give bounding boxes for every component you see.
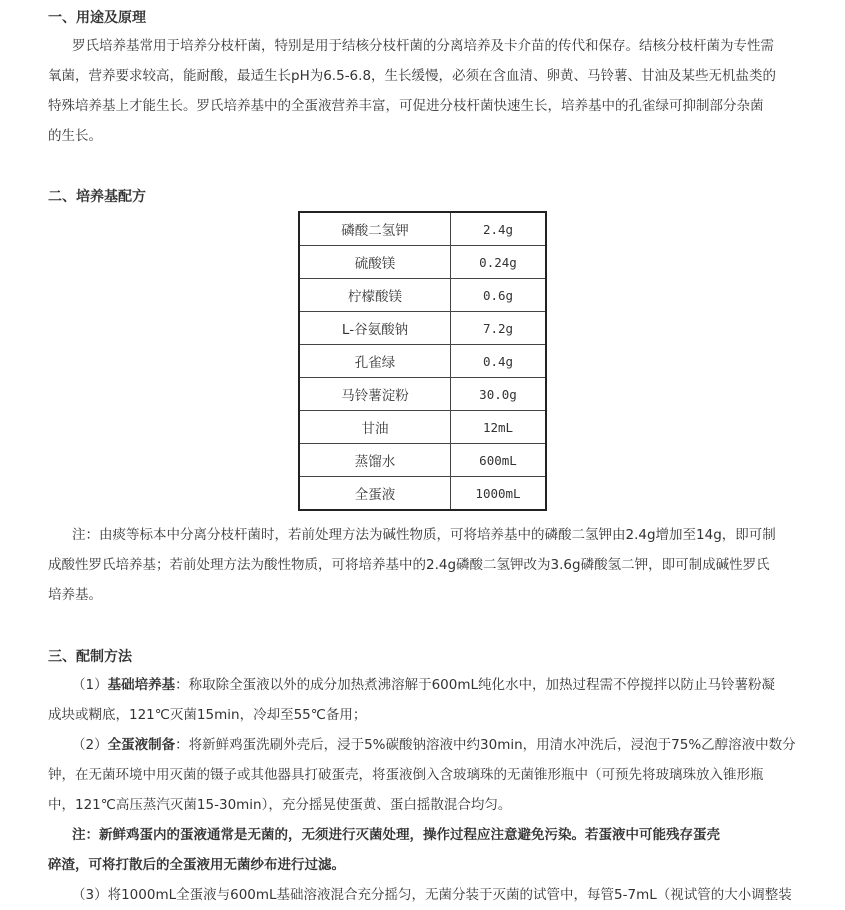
ingredient-name: 全蛋液: [299, 477, 451, 511]
formula-note-line: 成酸性罗氏培养基；若前处理方法为酸性物质，可将培养基中的2.4g磷酸二氢钾改为3.6g磷酸氢二钾，即可制成碱性罗氏: [48, 557, 770, 573]
ingredient-amount: 30.0g: [451, 378, 547, 411]
purpose-line: 氧菌，营养要求较高，能耐酸，最适生长pH为6.5-6.8，生长缓慢，必须在含血清、卵黄、马铃薯、甘油及某些无机盐类的: [48, 68, 777, 84]
formula-row: [299, 312, 546, 345]
ingredient-amount: 0.24g: [451, 246, 547, 279]
ingredient-name: 孔雀绿: [299, 345, 451, 378]
ingredient-name: 硫酸镁: [299, 246, 451, 279]
step3-line: （3）将1000mL全蛋液与600mL基础溶液混合充分摇匀，无菌分装于灭菌的试管中，每管5-7mL（视试管的大小调整装: [72, 887, 792, 903]
formula-table: [298, 211, 547, 511]
section-title-preparation: 三、配制方法: [48, 649, 132, 665]
formula-row: [299, 444, 546, 477]
step1-label: 基础培养基: [107, 677, 176, 693]
step2-line: （2）全蛋液制备：将新鲜鸡蛋洗刷外壳后，浸于5%碳酸钠溶液中约30min，用清水冲洗后，浸泡于75%乙醇溶液中数分: [72, 737, 796, 753]
purpose-line: 特殊培养基上才能生长。罗氏培养基中的全蛋液营养丰富，可促进分枝杆菌快速生长，培养基中的孔雀绿可抑制部分杂菌: [48, 98, 764, 114]
ingredient-name: 蒸馏水: [299, 444, 451, 477]
ingredient-amount: 7.2g: [451, 312, 547, 345]
formula-note-line: 培养基。: [48, 587, 102, 603]
ingredient-amount: 600mL: [451, 444, 547, 477]
ingredient-name: 柠檬酸镁: [299, 279, 451, 312]
ingredient-name: 磷酸二氢钾: [299, 212, 451, 246]
bold-note-line: 碎渣，可将打散后的全蛋液用无菌纱布进行过滤。: [48, 857, 345, 873]
purpose-paragraph: [48, 31, 808, 151]
formula-row: [299, 345, 546, 378]
ingredient-amount: 0.4g: [451, 345, 547, 378]
step2-label: 全蛋液制备: [107, 737, 176, 753]
purpose-line: 的生长。: [48, 128, 102, 144]
ingredient-name: 马铃薯淀粉: [299, 378, 451, 411]
preparation-steps: [48, 670, 808, 910]
step2-line: 钟，在无菌环境中用灭菌的镊子或其他器具打破蛋壳，将蛋液倒入含玻璃珠的无菌锥形瓶中（可预先将玻璃珠放入锥形瓶: [48, 767, 764, 783]
step1-line: 成块或糊底，121℃灭菌15min，冷却至55℃备用；: [48, 707, 367, 723]
ingredient-amount: 12mL: [451, 411, 547, 444]
section-title-purpose: 一、用途及原理: [48, 10, 146, 26]
formula-row: [299, 378, 546, 411]
formula-note-line: 注：由痰等标本中分离分枝杆菌时，若前处理方法为碱性物质，可将培养基中的磷酸二氢钾由2.4g增加至14g，即可制: [72, 527, 776, 543]
ingredient-name: 甘油: [299, 411, 451, 444]
ingredient-name: L-谷氨酸钠: [299, 312, 451, 345]
ingredient-amount: 1000mL: [451, 477, 547, 511]
section-title-formula: 二、培养基配方: [48, 189, 146, 205]
ingredient-amount: 2.4g: [451, 212, 547, 246]
step1-line: （1）基础培养基：称取除全蛋液以外的成分加热煮沸溶解于600mL纯化水中，加热过程需不停搅拌以防止马铃薯粉凝: [72, 677, 776, 693]
ingredient-amount: 0.6g: [451, 279, 547, 312]
purpose-line: 罗氏培养基常用于培养分枝杆菌，特别是用于结核分枝杆菌的分离培养及卡介苗的传代和保存。结核分枝杆菌为专性需: [72, 38, 774, 54]
bold-note-line: 注：新鲜鸡蛋内的蛋液通常是无菌的，无须进行灭菌处理，操作过程应注意避免污染。若蛋液中可能残存蛋壳: [72, 827, 720, 843]
step2-line: 中，121℃高压蒸汽灭菌15-30min），充分摇晃使蛋黄、蛋白摇散混合均匀。: [48, 797, 512, 813]
formula-row: [299, 246, 546, 279]
formula-row: [299, 212, 546, 246]
formula-row: [299, 477, 546, 511]
formula-note: [48, 520, 808, 610]
formula-row: [299, 411, 546, 444]
formula-row: [299, 279, 546, 312]
